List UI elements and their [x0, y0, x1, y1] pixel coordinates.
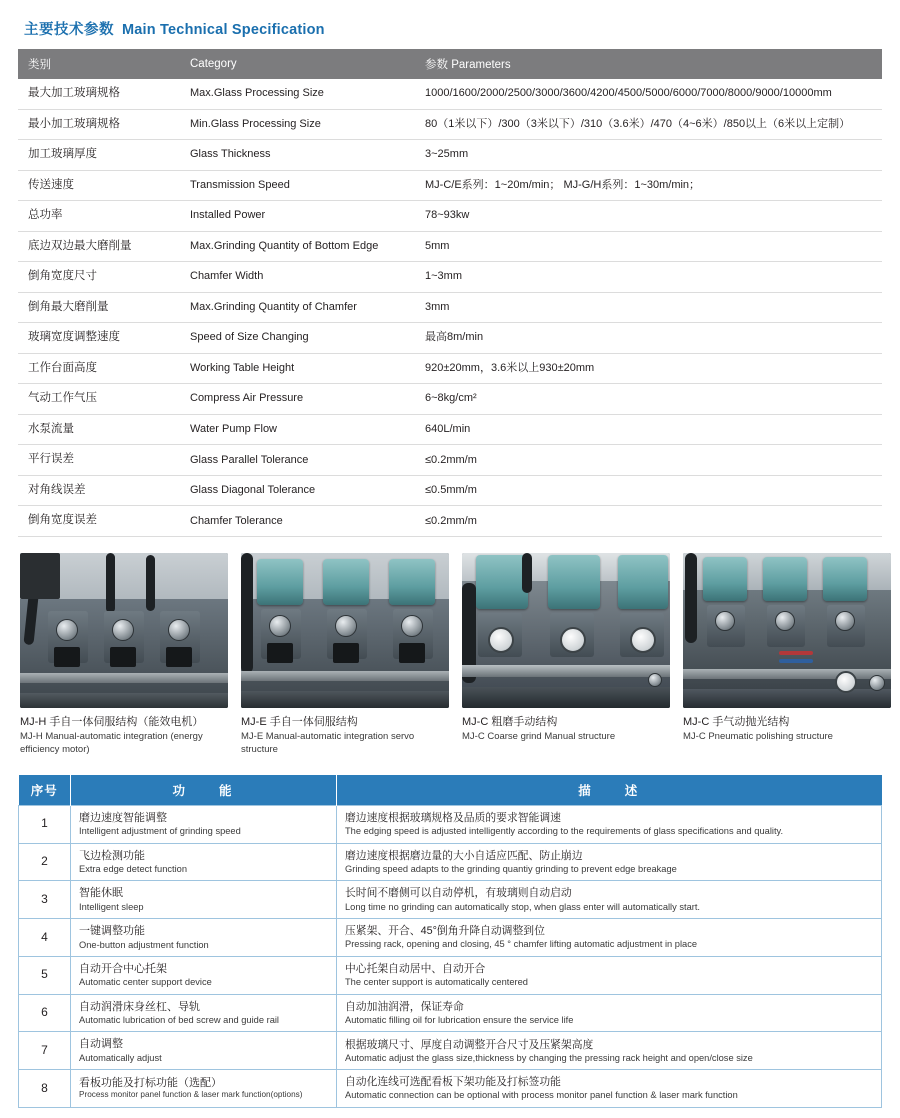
spec-header-category-en: Category: [180, 49, 415, 79]
function-description: [337, 919, 882, 957]
spec-cell-value: ≤0.2mm/m: [415, 445, 882, 476]
function-header-row: [19, 775, 882, 806]
function-no: 1: [19, 805, 71, 843]
photo-block-mj-e: [241, 553, 449, 757]
photo-gallery: [20, 553, 882, 757]
spec-cell-cn: 最小加工玻璃规格: [18, 109, 180, 140]
function-name-en: Intelligent sleep: [79, 901, 144, 912]
spec-cell-en: Speed of Size Changing: [180, 323, 415, 354]
function-description-en: The center support is automatically centered: [345, 977, 528, 988]
function-no: 7: [19, 1032, 71, 1070]
photo-block-mj-h: [20, 553, 228, 757]
function-no: 4: [19, 919, 71, 957]
spec-cell-value: 640L/min: [415, 414, 882, 445]
table-row: [19, 843, 882, 881]
function-description-en: Automatic adjust the glass size,thickness by changing the pressing rack height and open/close size: [345, 1052, 753, 1063]
function-name-cn: 自动润滑床身丝杠、导轨: [79, 1000, 200, 1013]
function-description-cn: 磨边速度根据磨边量的大小自适应匹配、防止崩边: [345, 849, 583, 862]
table-row: [18, 79, 882, 109]
function-description-en: Pressing rack, opening and closing, 45 ° chamfer lifting automatic adjustment in place: [345, 939, 698, 950]
function-name-en: Automatically adjust: [79, 1052, 162, 1063]
spec-cell-cn: 工作台面高度: [18, 353, 180, 384]
table-row: [19, 919, 882, 957]
spec-cell-en: Glass Thickness: [180, 140, 415, 171]
function-name-cn: 看板功能及打标功能（选配）: [79, 1076, 222, 1089]
photo-block-mj-c-pneumatic: [683, 553, 891, 757]
spec-table: [18, 49, 882, 537]
function-description: [337, 805, 882, 843]
spec-cell-value: 1000/1600/2000/2500/3000/3600/4200/4500/5000/6000/7000/8000/9000/10000mm: [415, 79, 882, 109]
spec-table-head: [18, 49, 882, 79]
spec-cell-cn: 加工玻璃厚度: [18, 140, 180, 171]
photo-caption-mj-c-pneumatic: [683, 715, 891, 744]
function-name: [71, 881, 337, 919]
function-no: 8: [19, 1070, 71, 1108]
function-name-cn: 一键调整功能: [79, 925, 145, 938]
photo-caption-mj-c-coarse: [462, 715, 670, 744]
table-row: [18, 262, 882, 293]
table-row: [18, 475, 882, 506]
table-row: [19, 805, 882, 843]
spec-cell-en: Working Table Height: [180, 353, 415, 384]
table-row: [18, 201, 882, 232]
spec-cell-cn: 倒角宽度误差: [18, 506, 180, 537]
function-description: [337, 881, 882, 919]
function-name: [71, 994, 337, 1032]
function-name-en: Intelligent adjustment of grinding speed: [79, 826, 241, 837]
spec-cell-value: MJ-C/E系列：1~20m/min； MJ-G/H系列：1~30m/min；: [415, 170, 882, 201]
table-row: [18, 170, 882, 201]
function-header-function: 功 能: [71, 775, 337, 806]
spec-cell-en: Max.Grinding Quantity of Bottom Edge: [180, 231, 415, 262]
photo-mj-c-pneumatic: [683, 553, 891, 708]
function-no: 5: [19, 956, 71, 994]
table-row: [19, 881, 882, 919]
function-header-no: 序号: [19, 775, 71, 806]
table-row: [19, 994, 882, 1032]
spec-cell-value: ≤0.5mm/m: [415, 475, 882, 506]
spec-cell-en: Chamfer Tolerance: [180, 506, 415, 537]
function-name-cn: 智能休眠: [79, 887, 123, 900]
spec-cell-cn: 水泵流量: [18, 414, 180, 445]
spec-cell-en: Transmission Speed: [180, 170, 415, 201]
function-name-en: Extra edge detect function: [79, 864, 188, 875]
spec-cell-cn: 传送速度: [18, 170, 180, 201]
function-description-cn: 长时间不磨侧可以自动停机，有玻璃则自动启动: [345, 887, 572, 900]
photo-caption-en: MJ-E Manual-automatic integration servo structure: [241, 731, 415, 756]
photo-mj-c-coarse: [462, 553, 670, 708]
spec-cell-value: 1~3mm: [415, 262, 882, 293]
spec-cell-value: 80（1米以下）/300（3米以下）/310（3.6米）/470（4~6米）/850以上（6米以上定制）: [415, 109, 882, 140]
function-no: 6: [19, 994, 71, 1032]
photo-caption-en: MJ-C Pneumatic polishing structure: [683, 731, 833, 743]
function-name-cn: 自动开合中心托架: [79, 962, 167, 975]
table-row: [18, 231, 882, 262]
function-description-en: Automatic connection can be optional with process monitor panel function & laser mark function: [345, 1090, 738, 1101]
table-row: [18, 292, 882, 323]
spec-header-category-cn: 类别: [18, 49, 180, 79]
function-description-en: Grinding speed adapts to the grinding quantiy grinding to prevent edge breakage: [345, 863, 677, 874]
photo-block-mj-c-coarse: [462, 553, 670, 757]
photo-caption-en: MJ-H Manual-automatic integration (energy efficiency motor): [20, 731, 203, 756]
spec-cell-cn: 最大加工玻璃规格: [18, 79, 180, 109]
spec-cell-value: 6~8kg/cm²: [415, 384, 882, 415]
function-name-en: Automatic lubrication of bed screw and guide rail: [79, 1015, 279, 1026]
spec-cell-cn: 倒角最大磨削量: [18, 292, 180, 323]
function-no: 2: [19, 843, 71, 881]
photo-caption-cn: MJ-H 手自一体伺服结构（能效电机）: [20, 715, 204, 728]
function-description-en: The edging speed is adjusted intelligently according to the requirements of glass specifications and quality.: [345, 826, 784, 837]
function-name: [71, 805, 337, 843]
function-name-en: One-button adjustment function: [79, 939, 209, 950]
spec-table-body: [18, 79, 882, 536]
spec-cell-cn: 玻璃宽度调整速度: [18, 323, 180, 354]
function-description: [337, 956, 882, 994]
function-no: 3: [19, 881, 71, 919]
function-description-cn: 根据玻璃尺寸、厚度自动调整开合尺寸及压紧架高度: [345, 1038, 594, 1051]
photo-caption-cn: MJ-E 手自一体伺服结构: [241, 715, 358, 728]
spec-cell-value: 3mm: [415, 292, 882, 323]
spec-cell-value: 最高8m/min: [415, 323, 882, 354]
spec-cell-cn: 气动工作气压: [18, 384, 180, 415]
spec-cell-en: Compress Air Pressure: [180, 384, 415, 415]
spec-cell-en: Installed Power: [180, 201, 415, 232]
spec-cell-cn: 底边双边最大磨削量: [18, 231, 180, 262]
spec-cell-cn: 平行误差: [18, 445, 180, 476]
photo-caption-cn: MJ-C 粗磨手动结构: [462, 715, 558, 728]
photo-mj-e: [241, 553, 449, 708]
spec-cell-value: 3~25mm: [415, 140, 882, 171]
table-row: [18, 323, 882, 354]
function-description-cn: 压紧架、开合、45°倒角升降自动调整到位: [345, 925, 545, 938]
photo-caption-en: MJ-C Coarse grind Manual structure: [462, 731, 616, 743]
page-title-cn: 主要技术参数: [24, 22, 114, 38]
function-name: [71, 1032, 337, 1070]
spec-cell-value: 5mm: [415, 231, 882, 262]
function-description-cn: 自动加油润滑，保证寿命: [345, 1000, 464, 1013]
table-row: [18, 384, 882, 415]
function-name-cn: 飞边检测功能: [79, 849, 145, 862]
spec-cell-en: Water Pump Flow: [180, 414, 415, 445]
function-name-en: Automatic center support device: [79, 977, 212, 988]
spec-header-row: [18, 49, 882, 79]
function-description: [337, 994, 882, 1032]
photo-mj-h: [20, 553, 228, 708]
page-title-en: Main Technical Specification: [122, 22, 325, 38]
table-row: [19, 1070, 882, 1108]
function-name: [71, 843, 337, 881]
function-description-cn: 自动化连线可选配看板下架功能及打标签功能: [345, 1076, 561, 1089]
spec-cell-en: Min.Glass Processing Size: [180, 109, 415, 140]
function-name-cn: 自动调整: [79, 1038, 123, 1051]
spec-cell-en: Max.Glass Processing Size: [180, 79, 415, 109]
table-row: [18, 109, 882, 140]
photo-caption-cn: MJ-C 手气动抛光结构: [683, 715, 790, 728]
spec-cell-en: Chamfer Width: [180, 262, 415, 293]
function-description-en: Long time no grinding can automatically stop, when glass enter will automatically start.: [345, 901, 701, 912]
table-row: [18, 445, 882, 476]
spec-cell-en: Glass Diagonal Tolerance: [180, 475, 415, 506]
spec-header-parameters: 参数 Parameters: [415, 49, 882, 79]
table-row: [18, 506, 882, 537]
spec-cell-en: Max.Grinding Quantity of Chamfer: [180, 292, 415, 323]
function-table-head: [19, 775, 882, 806]
function-description-cn: 中心托架自动居中、自动开合: [345, 962, 486, 975]
function-header-description: 描 述: [337, 775, 882, 806]
function-table: [18, 775, 882, 1108]
spec-cell-en: Glass Parallel Tolerance: [180, 445, 415, 476]
table-row: [18, 414, 882, 445]
function-description-cn: 磨边速度根据玻璃规格及品质的要求智能调速: [345, 811, 561, 824]
spec-cell-cn: 总功率: [18, 201, 180, 232]
function-name-cn: 磨边速度智能调整: [79, 811, 167, 824]
function-description: [337, 1032, 882, 1070]
function-description: [337, 843, 882, 881]
page-title: [24, 18, 882, 39]
table-row: [19, 1032, 882, 1070]
spec-cell-value: 920±20mm，3.6米以上930±20mm: [415, 353, 882, 384]
spec-cell-value: ≤0.2mm/m: [415, 506, 882, 537]
function-name-en: Process monitor panel function & laser mark function(options): [79, 1090, 303, 1100]
spec-cell-cn: 倒角宽度尺寸: [18, 262, 180, 293]
photo-caption-mj-e: [241, 715, 449, 757]
function-name: [71, 956, 337, 994]
spec-cell-cn: 对角线误差: [18, 475, 180, 506]
function-name: [71, 1070, 337, 1108]
function-name: [71, 919, 337, 957]
table-row: [18, 353, 882, 384]
photo-caption-mj-h: [20, 715, 228, 757]
spec-cell-value: 78~93kw: [415, 201, 882, 232]
function-description: [337, 1070, 882, 1108]
table-row: [19, 956, 882, 994]
table-row: [18, 140, 882, 171]
function-table-body: [19, 805, 882, 1107]
function-description-en: Automatic filling oil for lubrication ensure the service life: [345, 1015, 574, 1025]
